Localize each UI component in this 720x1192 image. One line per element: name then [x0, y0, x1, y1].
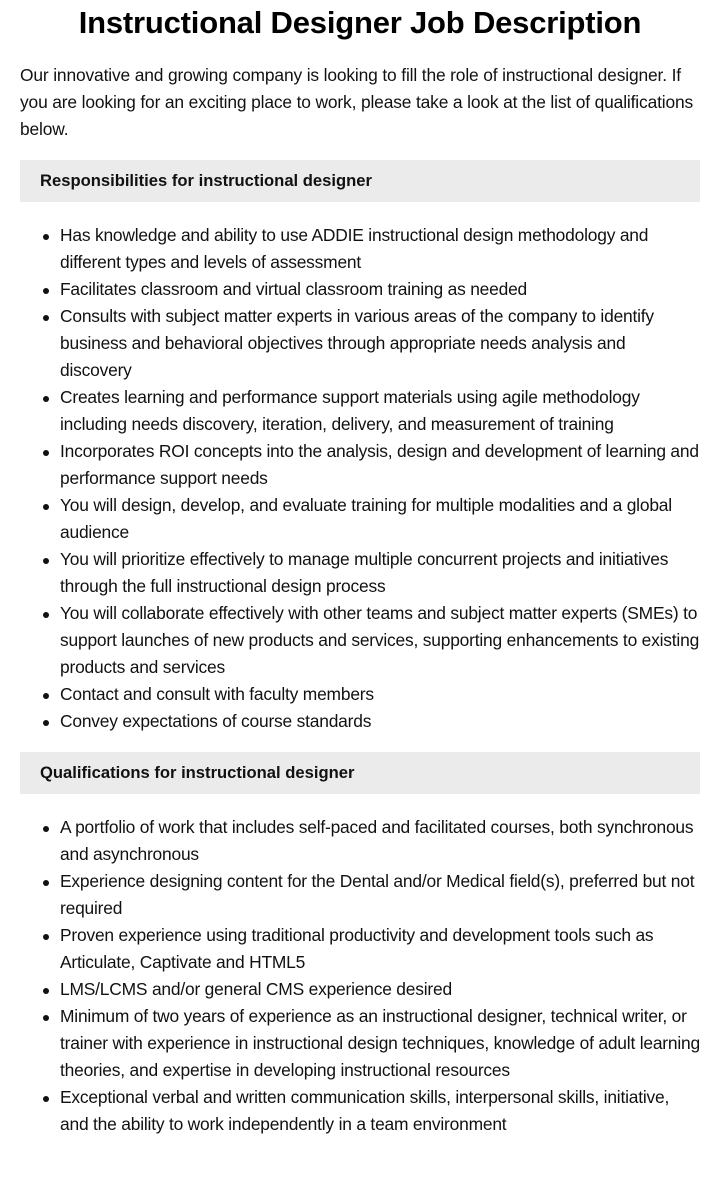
- page-title: Instructional Designer Job Description: [78, 5, 642, 40]
- list-item: Minimum of two years of experience as an instructional designer, technical writer, or trainer with experience in instructional design techniques, knowledge of adult learning theories, and expertise in developing instructional resources: [60, 1003, 700, 1084]
- list-item: Contact and consult with faculty members: [60, 681, 700, 708]
- responsibilities-list: [20, 222, 700, 735]
- list-item: You will design, develop, and evaluate training for multiple modalities and a global audience: [60, 492, 700, 546]
- list-item: Has knowledge and ability to use ADDIE instructional design methodology and different types and levels of assessment: [60, 222, 700, 276]
- list-item: Proven experience using traditional productivity and development tools such as Articulate, Captivate and HTML5: [60, 922, 700, 976]
- list-item: Creates learning and performance support materials using agile methodology including needs discovery, iteration, delivery, and measurement of training: [60, 384, 700, 438]
- list-item: LMS/LCMS and/or general CMS experience desired: [60, 976, 700, 1003]
- list-item: Facilitates classroom and virtual classroom training as needed: [60, 276, 700, 303]
- list-item: You will collaborate effectively with other teams and subject matter experts (SMEs) to support launches of new products and services, supporting enhancements to existing products and services: [60, 600, 700, 681]
- list-item: Incorporates ROI concepts into the analysis, design and development of learning and performance support needs: [60, 438, 700, 492]
- list-item: Experience designing content for the Dental and/or Medical field(s), preferred but not required: [60, 868, 700, 922]
- qualifications-heading: Qualifications for instructional designer: [20, 752, 700, 794]
- list-item: Convey expectations of course standards: [60, 708, 700, 735]
- intro-paragraph: Our innovative and growing company is looking to fill the role of instructional designer. If you are looking for an exciting place to work, please take a look at the list of qualifications below.: [20, 65, 694, 139]
- list-item: Consults with subject matter experts in various areas of the company to identify business and behavioral objectives through appropriate needs analysis and discovery: [60, 303, 700, 384]
- list-item: You will prioritize effectively to manage multiple concurrent projects and initiatives through the full instructional design process: [60, 546, 700, 600]
- list-item: A portfolio of work that includes self-paced and facilitated courses, both synchronous and asynchronous: [60, 814, 700, 868]
- qualifications-list: [20, 814, 700, 1138]
- responsibilities-heading: Responsibilities for instructional designer: [20, 160, 700, 202]
- list-item: Exceptional verbal and written communication skills, interpersonal skills, initiative, and the ability to work independently in a team environment: [60, 1084, 700, 1138]
